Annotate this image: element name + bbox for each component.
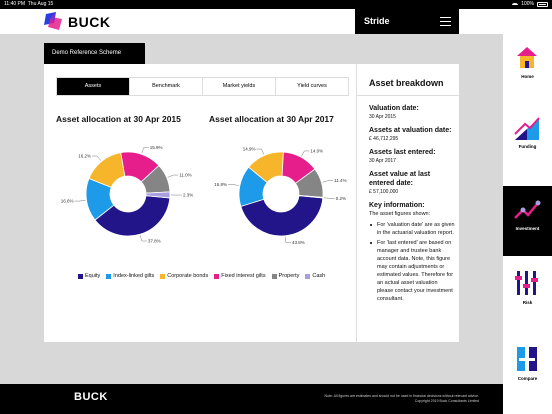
status-indicators xyxy=(512,0,548,9)
data-label-property: 11.0% xyxy=(179,172,192,178)
nav-item-investment[interactable] xyxy=(503,186,552,256)
breakdown-rule xyxy=(357,95,459,96)
data-label-equity: 43.8% xyxy=(291,240,305,246)
legend-swatch xyxy=(305,274,310,279)
buck-logo-icon xyxy=(44,12,64,31)
nav-item-funding[interactable] xyxy=(503,104,552,174)
app-name: Stride xyxy=(364,16,390,26)
data-label-corporate-bonds: 14.9% xyxy=(242,146,256,152)
chart-legend xyxy=(78,273,325,279)
footer xyxy=(0,384,503,414)
scheme-name-tab[interactable]: Demo Reference Scheme xyxy=(44,43,145,64)
data-label-fixed-interest-gilts: 14.0% xyxy=(310,148,324,154)
stride-panel xyxy=(355,9,459,34)
legend-cash: Cash xyxy=(305,273,325,279)
status-time: 11:40 PM Thu Aug 15 xyxy=(4,1,54,7)
leader-line xyxy=(140,235,147,241)
nav-label-investment: Investment xyxy=(515,226,540,231)
footer-copyright: Copyright 2019 Buck Consultants Limited xyxy=(414,399,479,403)
asset-value-last-value: £ 57,100,000 xyxy=(369,189,399,195)
home-icon xyxy=(513,42,541,72)
legend-index-linked-gilts: Index-linked gilts xyxy=(106,273,154,279)
legend-corporate-bonds: Corporate bonds xyxy=(160,273,208,279)
assets-at-valuation-value: £ 46,712,295 xyxy=(369,136,399,142)
compare-icon xyxy=(513,344,541,374)
donut-chart-2015 xyxy=(60,144,216,244)
leader-line xyxy=(228,184,239,185)
menu-icon[interactable] xyxy=(440,17,451,26)
valuation-date-label: Valuation date: xyxy=(369,105,419,112)
nav-label-home: Home xyxy=(521,74,534,79)
leader-line xyxy=(142,148,149,154)
legend-swatch xyxy=(214,274,219,279)
allocation-panel xyxy=(44,64,356,342)
investment-icon xyxy=(513,194,541,224)
donut-chart-2017 xyxy=(214,144,369,246)
leader-line xyxy=(302,151,310,156)
leader-line xyxy=(322,181,333,183)
content-card xyxy=(44,64,459,342)
data-label-fixed-interest-gilts: 15.9% xyxy=(149,145,163,151)
list-item: For 'valuation date' are as given in the actuarial valuation report. xyxy=(369,221,455,237)
data-label-index-linked-gilts: 15.8% xyxy=(214,181,227,187)
data-label-corporate-bonds: 16.2% xyxy=(78,153,92,159)
data-label-index-linked-gilts: 16.6% xyxy=(60,198,74,204)
legend-fixed-interest-gilts: Fixed interest gilts xyxy=(214,273,265,279)
breakdown-info xyxy=(369,104,455,305)
tab-benchmark[interactable]: Benchmark xyxy=(130,78,203,95)
asset-breakdown-panel xyxy=(357,64,459,342)
battery-icon xyxy=(537,2,548,7)
data-label-cash: 2.3% xyxy=(182,192,194,198)
leader-line xyxy=(168,175,179,177)
tab-assets[interactable]: Assets xyxy=(57,78,130,95)
legend-swatch xyxy=(272,274,277,279)
brand-wordmark: BUCK xyxy=(68,13,111,30)
wifi-icon xyxy=(512,3,518,7)
assets-at-valuation-label: Assets at valuation date: xyxy=(369,127,452,134)
chart-title-2017: Asset allocation at 30 Apr 2017 xyxy=(209,114,334,124)
data-label-equity: 37.8% xyxy=(147,238,161,244)
legend-swatch xyxy=(78,274,83,279)
footer-brand: BUCK xyxy=(74,391,108,403)
leader-line xyxy=(92,156,101,161)
legend-property: Property xyxy=(272,273,300,279)
leader-line xyxy=(285,237,291,243)
tab-market-yields[interactable]: Market yields xyxy=(203,78,276,95)
nav-label-funding: Funding xyxy=(518,144,537,149)
data-label-property: 11.4% xyxy=(334,178,347,184)
funding-icon xyxy=(513,112,541,142)
assets-last-entered-label: Assets last entered: xyxy=(369,149,436,156)
brand-logo[interactable] xyxy=(44,12,110,31)
risk-icon xyxy=(513,268,541,298)
footer-disclaimer-block xyxy=(325,394,479,404)
chart-title-2015: Asset allocation at 30 Apr 2015 xyxy=(56,114,181,124)
tab-yield-curves[interactable]: Yield curves xyxy=(276,78,348,95)
nav-label-compare: Compare xyxy=(517,376,538,381)
asset-value-last-label: Asset value at last entered date: xyxy=(369,171,431,187)
status-bar xyxy=(0,0,552,9)
asset-tabs xyxy=(56,77,349,96)
nav-item-compare[interactable] xyxy=(503,336,552,406)
side-nav xyxy=(503,34,552,414)
key-info-intro: The asset figures shown: xyxy=(369,211,431,217)
valuation-date-value: 30 Apr 2015 xyxy=(369,114,396,120)
leader-line xyxy=(324,198,335,199)
breakdown-title: Asset breakdown xyxy=(369,78,444,88)
nav-item-home[interactable] xyxy=(503,34,552,104)
legend-swatch xyxy=(160,274,165,279)
key-info-label: Key information: xyxy=(369,202,425,209)
footer-disclaimer: Note: All figures are estimates and should not be used in financial decisions without relevant advice. xyxy=(324,394,479,398)
list-item: For 'last entered' are based on manager and trustee bank account data. Note, this figure may contain adjustments or estimated values. Therefore for an actual asset valuation please contact your investment consultant. xyxy=(369,239,455,303)
nav-label-risk: Risk xyxy=(522,300,533,305)
assets-last-entered-value: 30 Apr 2017 xyxy=(369,158,396,164)
legend-equity: Equity xyxy=(78,273,100,279)
app-header xyxy=(0,9,552,34)
battery-percent: 100% xyxy=(521,1,534,7)
legend-swatch xyxy=(106,274,111,279)
leader-line xyxy=(256,149,263,155)
data-label-cash: 0.2% xyxy=(335,195,347,201)
leader-line xyxy=(75,200,86,201)
nav-item-risk[interactable] xyxy=(503,260,552,330)
key-info-list xyxy=(369,221,455,303)
